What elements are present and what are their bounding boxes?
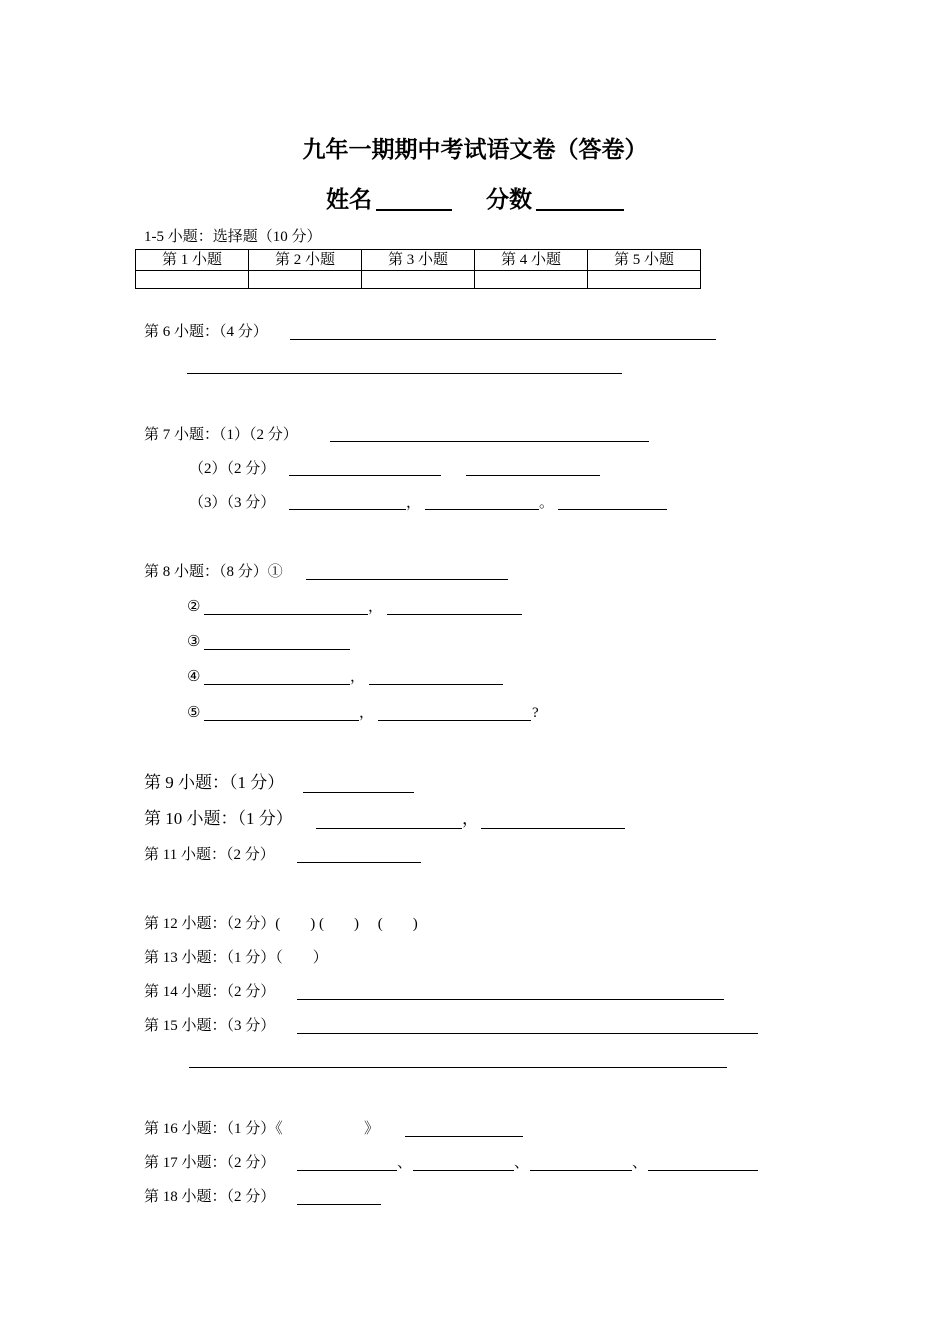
answer-cell-q2[interactable] (249, 271, 362, 289)
q9-blank[interactable] (303, 792, 414, 793)
q7-sub3-blank-2[interactable] (425, 509, 539, 510)
answer-cell-q1[interactable] (136, 271, 249, 289)
q15-blank-2[interactable] (189, 1067, 727, 1068)
page-title: 九年一期期中考试语文卷（答卷） (302, 137, 648, 162)
q18-label: 第 18 小题：（2 分） (144, 1189, 276, 1205)
answer-cell-q4[interactable] (475, 271, 588, 289)
q6-blank-2[interactable] (187, 373, 622, 374)
header-q3: 第 3 小题 (362, 250, 475, 271)
q7-sub2-blank-2[interactable] (466, 475, 600, 476)
q8-blank-5a[interactable] (204, 720, 359, 721)
header-q4: 第 4 小题 (475, 250, 588, 271)
header-q5: 第 5 小题 (588, 250, 701, 271)
q7-comma: ， (406, 495, 422, 511)
q16-label: 第 16 小题：（1 分）《 (144, 1121, 283, 1137)
q8-blank-3[interactable] (204, 649, 350, 650)
q17-blank-3[interactable] (530, 1170, 632, 1171)
q17-sep-1: 、 (397, 1155, 413, 1171)
q10-label: 第 10 小题：（1 分） (144, 809, 293, 828)
header-q1: 第 1 小题 (136, 250, 249, 271)
q17-blank-4[interactable] (648, 1170, 758, 1171)
q8-comma-4: ， (350, 669, 366, 685)
score-label: 分数 (486, 187, 532, 212)
q16-close-bracket: 》 (364, 1121, 380, 1137)
q8-marker-2: ② (187, 599, 201, 615)
q7-sub3-blank-3[interactable] (558, 509, 667, 510)
q6-blank-1[interactable] (290, 339, 716, 340)
q7-sub3-blank-1[interactable] (289, 509, 406, 510)
q14-blank[interactable] (297, 999, 724, 1000)
q14-label: 第 14 小题：（2 分） (144, 984, 276, 1000)
q8-blank-1[interactable] (306, 579, 508, 580)
q13-label: 第 13 小题：（1 分）（ ） (144, 950, 328, 966)
q7-period: 。 (539, 495, 555, 511)
q7-blank-1[interactable] (330, 441, 649, 442)
q9-label: 第 9 小题：（1 分） (144, 773, 285, 792)
q7-sub2-blank-1[interactable] (289, 475, 441, 476)
q17-blank-1[interactable] (297, 1170, 397, 1171)
score-blank[interactable] (536, 209, 624, 211)
choice-answer-table (135, 249, 701, 289)
q17-sep-2: 、 (514, 1155, 530, 1171)
q16-blank[interactable] (405, 1136, 523, 1137)
answer-cell-q5[interactable] (588, 271, 701, 289)
q17-sep-3: 、 (632, 1155, 648, 1171)
q8-label: 第 8 小题：（8 分）① (144, 564, 283, 580)
q7-sub3-label: （3）（3 分） (189, 495, 276, 511)
q8-blank-4b[interactable] (369, 684, 503, 685)
q15-blank-1[interactable] (297, 1033, 758, 1034)
q8-blank-4a[interactable] (204, 684, 350, 685)
name-blank[interactable] (376, 209, 452, 211)
q15-label: 第 15 小题：（3 分） (144, 1018, 276, 1034)
q7-label: 第 7 小题：（1）（2 分） (144, 427, 298, 443)
q8-question-mark: ? (532, 705, 539, 721)
q18-blank[interactable] (297, 1204, 381, 1205)
q8-marker-5: ⑤ (187, 705, 201, 721)
q10-blank-1[interactable] (316, 828, 462, 829)
header-q2: 第 2 小题 (249, 250, 362, 271)
q8-comma-5: ， (359, 705, 375, 721)
q7-sub2-label: （2）（2 分） (189, 461, 276, 477)
name-label: 姓名 (326, 187, 372, 212)
q11-label: 第 11 小题：（2 分） (144, 847, 275, 863)
q8-blank-2b[interactable] (387, 614, 522, 615)
q8-comma-2: ， (368, 599, 384, 615)
section-choice-label: 1-5 小题：选择题（10 分） (144, 229, 322, 245)
q17-blank-2[interactable] (413, 1170, 514, 1171)
answer-cell-q3[interactable] (362, 271, 475, 289)
q6-label: 第 6 小题：（4 分） (144, 324, 268, 340)
q8-marker-3: ③ (187, 634, 201, 650)
q11-blank[interactable] (297, 862, 421, 863)
q12-label: 第 12 小题：（2 分）( ) ( ) ( ) (144, 916, 418, 932)
q10-blank-2[interactable] (481, 828, 625, 829)
q8-blank-2a[interactable] (204, 614, 368, 615)
q8-blank-5b[interactable] (378, 720, 531, 721)
q8-marker-4: ④ (187, 669, 201, 685)
q17-label: 第 17 小题：（2 分） (144, 1155, 276, 1171)
q10-comma: ， (462, 809, 479, 828)
